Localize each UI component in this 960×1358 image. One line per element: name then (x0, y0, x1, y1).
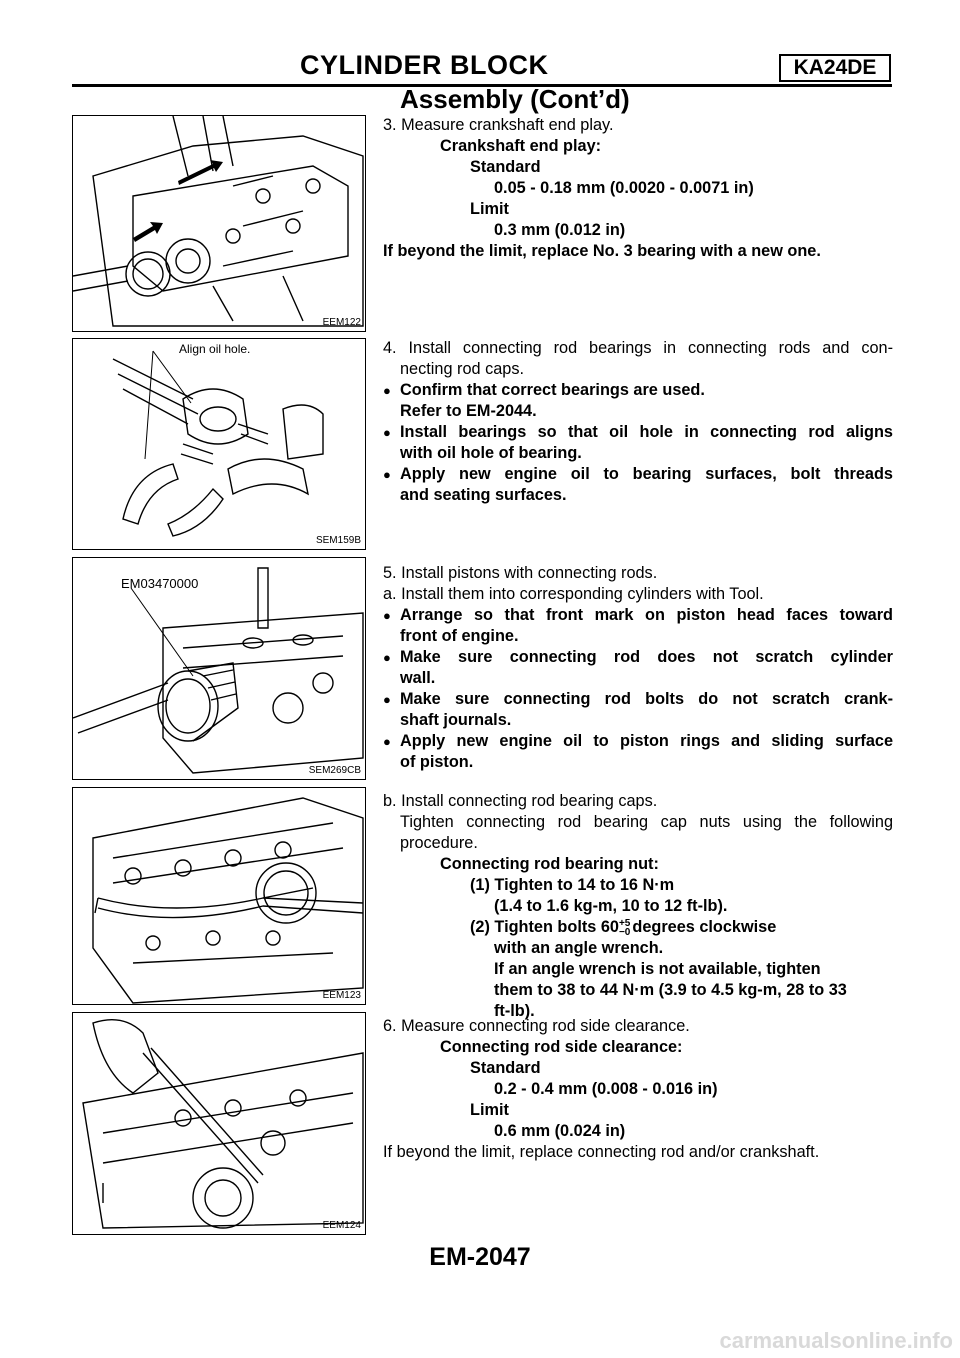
spec-value: 0.05 - 0.18 mm (0.0020 - 0.0071 in) (494, 179, 754, 197)
procedure-step (383, 917, 893, 938)
figure-code: SEM159B (315, 535, 361, 546)
figure-crankshaft-end-play (72, 115, 366, 332)
angle-wrench-illustration (73, 788, 366, 1005)
figure-code: SEM269CB (308, 765, 361, 776)
figure-code: EEM122 (322, 317, 361, 328)
procedure-step-cont: them to 38 to 44 N·m (3.9 to 4.5 kg-m, 28 to 33 (494, 981, 847, 999)
figure-side-clearance (72, 1012, 366, 1235)
bullet-item: ● Make sure connecting rod bolts do not scratch crank- (383, 689, 893, 710)
spec-value: 0.6 mm (0.024 in) (494, 1122, 626, 1140)
spec-value: 0.2 - 0.4 mm (0.008 - 0.016 in) (494, 1080, 718, 1098)
tool-number-callout: EM03470000 (121, 576, 199, 591)
watermark: carmanualsonline.info (719, 1328, 953, 1353)
figure-code: EEM123 (322, 990, 361, 1001)
bullet-item-cont: shaft journals. (400, 711, 512, 729)
spec-label: Limit (470, 200, 509, 218)
procedure-step-cont: If an angle wrench is not available, tighten (494, 960, 821, 978)
step-heading: 3. Measure crankshaft end play. (383, 116, 614, 134)
bullet-item: ● Arrange so that front mark on piston head faces toward (383, 605, 893, 626)
bullet-item-cont: front of engine. (400, 627, 519, 645)
page-number: EM-2047 (429, 1243, 531, 1271)
step-3-crankshaft-end-play (383, 115, 893, 262)
spec-title: Connecting rod side clearance: (440, 1038, 683, 1056)
spec-label: Limit (470, 1101, 509, 1119)
bullet-item-cont: and seating surfaces. (400, 486, 567, 504)
step-heading: 4. Install connecting rod bearings in connecting rods and con- (383, 339, 893, 357)
piston-tool-illustration (73, 558, 366, 780)
figure-callout: Align oil hole. (179, 342, 251, 356)
bullet-item: ● Confirm that correct bearings are used. (383, 380, 893, 401)
feeler-gauge-illustration (73, 1013, 366, 1235)
bullet-item: ● Install bearings so that oil hole in connecting rod aligns (383, 422, 893, 443)
dial-indicator-illustration (73, 116, 366, 332)
sub-step: a. Install them into corresponding cylinders with Tool. (383, 585, 764, 603)
sub-step-text: Tighten connecting rod bearing cap nuts using the following (400, 813, 893, 831)
note: If beyond the limit, replace No. 3 bearing with a new one. (383, 242, 821, 260)
tolerance-plus: +5 (618, 917, 631, 929)
bullet-item-cont: with oil hole of bearing. (400, 444, 582, 462)
angle-text: (2) Tighten bolts 60 (470, 918, 619, 936)
spec-title: Connecting rod bearing nut: (440, 855, 659, 873)
step-heading: 6. Measure connecting rod side clearance. (383, 1017, 690, 1035)
figure-piston-install (72, 557, 366, 780)
figure-angle-wrench (72, 787, 366, 1005)
bullet-item: ● Apply new engine oil to bearing surfaces, bolt threads (383, 464, 893, 485)
step-heading: 5. Install pistons with connecting rods. (383, 564, 658, 582)
note: If beyond the limit, replace connecting rod and/or crankshaft. (383, 1143, 820, 1161)
procedure-step-cont: ft-lb). (494, 1002, 535, 1020)
tolerance-minus: −0 (618, 926, 631, 938)
step-b-bearing-caps (383, 791, 893, 1022)
step-5-pistons (383, 563, 893, 773)
spec-value: 0.3 mm (0.012 in) (494, 221, 626, 239)
spec-label: Standard (470, 158, 541, 176)
procedure-step: (1) Tighten to 14 to 16 N·m (470, 876, 675, 894)
page-header-title: CYLINDER BLOCK (300, 50, 549, 80)
figure-code: EEM124 (322, 1220, 361, 1231)
angle-text-cont: degrees clockwise (632, 918, 777, 936)
sub-step: b. Install connecting rod bearing caps. (383, 792, 658, 810)
spec-label: Standard (470, 1059, 541, 1077)
model-badge: KA24DE (779, 54, 891, 82)
section-title: Assembly (Cont’d) (400, 84, 630, 114)
bullet-item: ● Apply new engine oil to piston rings and sliding surface (383, 731, 893, 752)
bullet-item-cont: wall. (400, 669, 436, 687)
step-heading-cont: necting rod caps. (400, 360, 524, 378)
spec-title: Crankshaft end play: (440, 137, 602, 155)
angle-tolerance (619, 919, 630, 937)
bullet-item-cont: Refer to EM-2044. (400, 402, 537, 420)
bullet-item-cont: of piston. (400, 753, 474, 771)
sub-step-text: procedure. (400, 834, 478, 852)
bullet-item: ● Make sure connecting rod does not scratch cylinder (383, 647, 893, 668)
procedure-step-cont: (1.4 to 1.6 kg-m, 10 to 12 ft-lb). (494, 897, 728, 915)
figure-rod-bearings (72, 338, 366, 550)
step-6-side-clearance (383, 1016, 893, 1163)
bearing-illustration (73, 339, 366, 550)
procedure-step-cont: with an angle wrench. (494, 939, 664, 957)
step-4-rod-bearings (383, 338, 893, 506)
